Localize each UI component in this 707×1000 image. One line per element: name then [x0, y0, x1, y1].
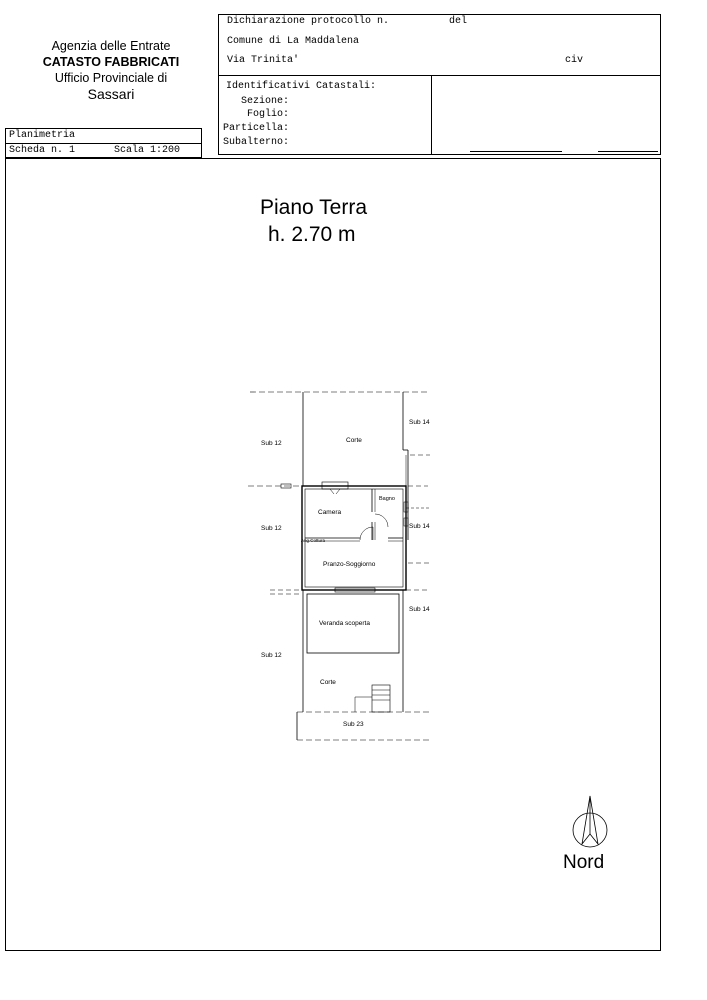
planimetria-label: Planimetria: [9, 130, 76, 141]
scheda-label: Scheda n. 1: [9, 145, 76, 156]
scala-label: Scala 1:200: [114, 145, 181, 156]
label-corte-bottom: Corte: [320, 679, 336, 686]
label-pranzo: Pranzo-Soggiorno: [323, 561, 376, 568]
sezione-label: Sezione:: [241, 96, 290, 107]
subalterno-label: Subalterno:: [223, 137, 290, 148]
label-veranda: Veranda scoperta: [319, 620, 370, 627]
via-value: Via Trinita': [227, 55, 300, 66]
particella-label: Particella:: [223, 123, 290, 134]
identificativi-label: Identificativi Catastali:: [226, 81, 377, 92]
foglio-label: Foglio:: [247, 109, 290, 120]
label-sub12-mid: Sub 12: [261, 525, 282, 532]
label-sub14-top: Sub 14: [409, 419, 430, 426]
dichiarazione-label: Dichiarazione protocollo n.: [227, 16, 390, 27]
label-ang-cottura: Ang.Cottura: [301, 538, 326, 543]
comune-value: Comune di La Maddalena: [227, 36, 360, 47]
agency-name: Agenzia delle Entrate: [51, 39, 171, 53]
label-camera: Camera: [318, 509, 342, 516]
civ-label: civ: [565, 55, 584, 66]
label-corte-top: Corte: [346, 437, 362, 444]
label-sub14-mid: Sub 14: [409, 523, 430, 530]
label-sub23: Sub 23: [343, 721, 364, 728]
floor-height: h. 2.70 m: [268, 223, 356, 246]
del-label: del: [449, 16, 468, 27]
north-label: Nord: [563, 852, 605, 873]
label-sub12-top: Sub 12: [261, 440, 282, 447]
label-sub12-low: Sub 12: [261, 652, 282, 659]
label-bagno: Bagno: [379, 496, 395, 502]
label-sub14-low: Sub 14: [409, 606, 430, 613]
ufficio-label: Ufficio Provinciale di: [54, 71, 168, 85]
catasto-title: CATASTO FABBRICATI: [42, 55, 180, 69]
floor-title: Piano Terra: [260, 196, 368, 219]
ufficio-city: Sassari: [87, 86, 135, 102]
north-arrow-icon: [560, 792, 620, 852]
